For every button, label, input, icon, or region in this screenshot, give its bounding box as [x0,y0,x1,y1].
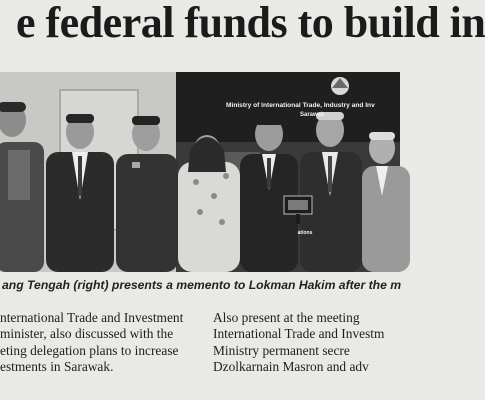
headline: e federal funds to build in [16,0,485,47]
article-line: minister, also discussed with the [0,326,174,342]
article-line: Dzolkarnain Masron and adv [213,358,369,374]
news-photo [0,72,400,272]
article-line: nternational Trade and Investment [0,310,184,325]
article-line: International Trade and Investm [213,326,385,342]
article-line: Also present at the meeting [213,310,360,325]
photo-caption: ang Tengah (right) presents a memento to Lokman Hakim after the m [2,278,402,292]
banner-subtitle: Sarawak [300,112,325,118]
article-column-left [0,310,192,400]
article-line: estments in Sarawak. [0,358,114,374]
article-line: Ministry permanent secre [213,342,350,358]
article-column-right [213,310,400,400]
backdrop-text: ations [297,230,313,236]
banner-title: Ministry of International Trade, Industry and Inv [226,102,375,109]
article-line: eting delegation plans to increase [0,342,179,358]
